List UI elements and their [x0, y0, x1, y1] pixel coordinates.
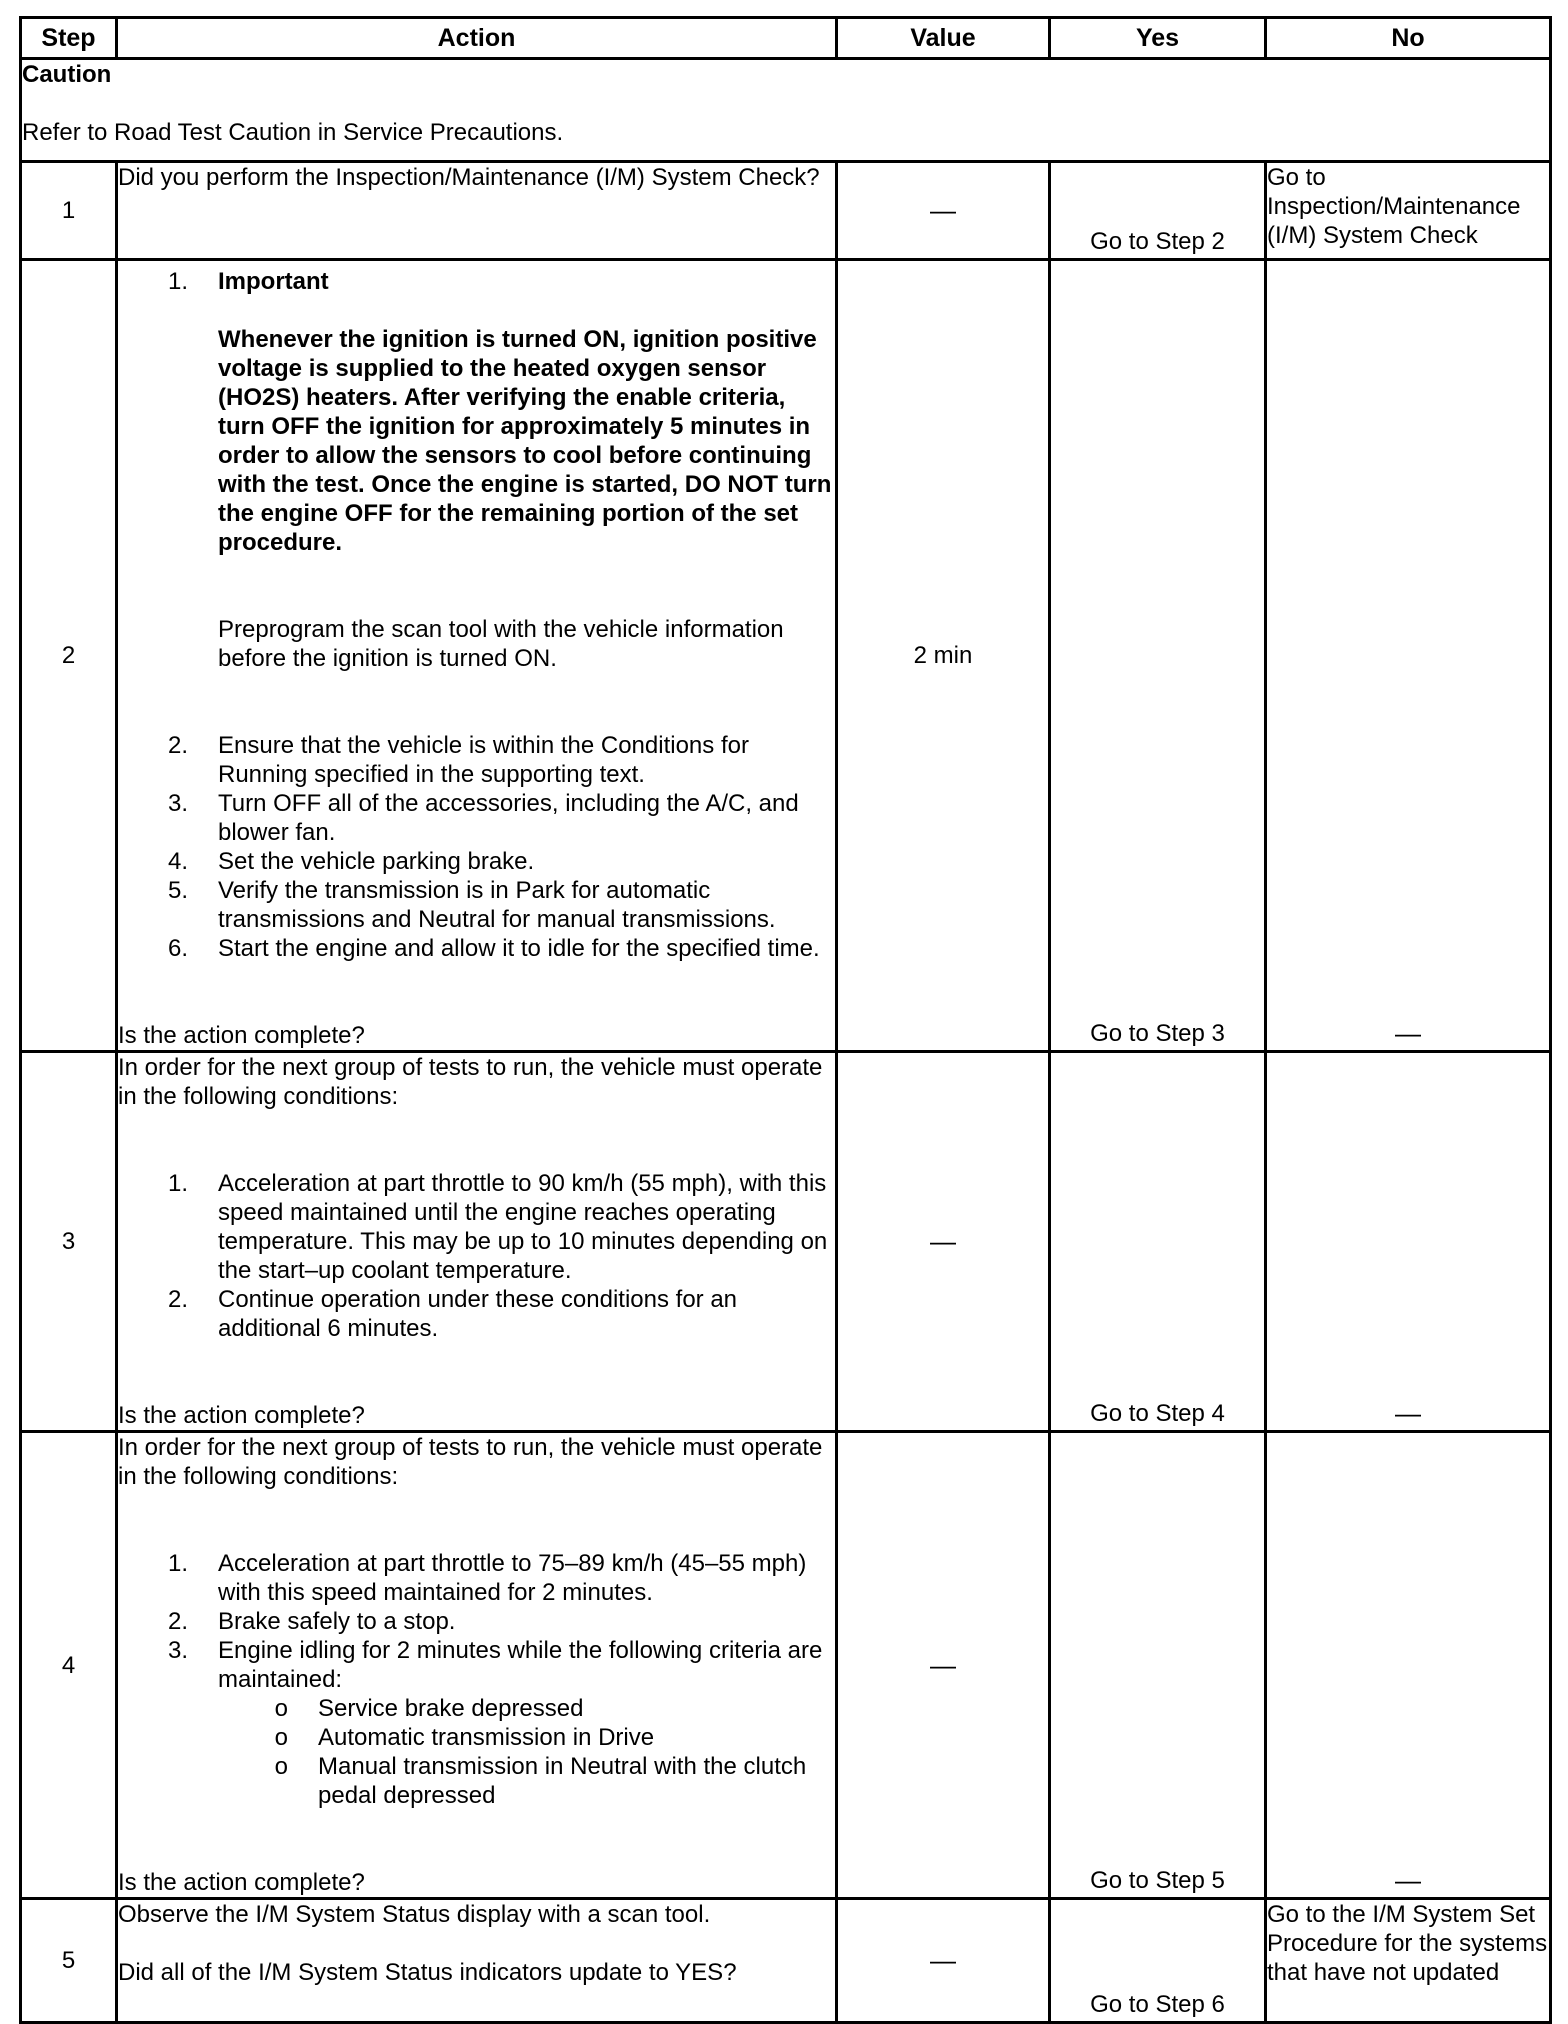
step-action: [117, 1052, 837, 1432]
table-row: [21, 1432, 1551, 1899]
action-intro: In order for the next group of tests to run, the vehicle must operate in the following conditions:: [118, 1054, 823, 1110]
item-text: Verify the transmission is in Park for automatic transmissions and Neutral for manual transmissions.: [218, 877, 776, 933]
item-number: 1.: [167, 1170, 188, 1197]
list-item: [118, 789, 835, 847]
action-text: Did you perform the Inspection/Maintenance (I/M) System Check?: [118, 164, 820, 191]
item-number: 1.: [167, 268, 188, 295]
header-action: Action: [117, 18, 837, 59]
step-no: [1266, 162, 1551, 260]
item-number: 2.: [167, 1608, 188, 1635]
no-value: —: [1395, 1865, 1421, 1895]
step-no: [1266, 260, 1551, 1052]
header-row: [21, 18, 1551, 59]
list-item: [118, 1285, 835, 1343]
step-value: —: [837, 1899, 1050, 2023]
step-no: [1266, 1899, 1551, 2023]
yes-link[interactable]: Go to Step 6: [1090, 1991, 1225, 2018]
item-number: 5.: [167, 877, 188, 904]
list-item: [118, 1607, 835, 1636]
yes-link[interactable]: Go to Step 3: [1090, 1020, 1225, 1047]
diagnostic-procedure-table: [19, 16, 1552, 2024]
step-yes: [1050, 1052, 1266, 1432]
action-intro: In order for the next group of tests to run, the vehicle must operate in the following conditions:: [118, 1434, 823, 1490]
table-row: [21, 1899, 1551, 2023]
sub-item-text: Service brake depressed: [318, 1695, 584, 1722]
criteria-list: [218, 1694, 835, 1810]
step-yes: [1050, 1432, 1266, 1899]
item-text: Ensure that the vehicle is within the Conditions for Running specified in the supporting text.: [218, 732, 749, 788]
step-value: —: [837, 1432, 1050, 1899]
action-observe: Observe the I/M System Status display with a scan tool.: [118, 1901, 711, 1928]
caution-cell: [21, 59, 1551, 162]
yes-link[interactable]: Go to Step 5: [1090, 1867, 1225, 1894]
no-value: —: [1395, 1398, 1421, 1428]
item-text: Set the vehicle parking brake.: [218, 848, 535, 875]
item-number: 3.: [167, 1637, 188, 1664]
important-title: Important: [218, 268, 329, 295]
action-question: Is the action complete?: [118, 1022, 365, 1049]
caution-text: Refer to Road Test Caution in Service Precautions.: [22, 119, 564, 146]
list-item: [118, 267, 835, 731]
step-number: 5: [21, 1899, 117, 2023]
step-no: [1266, 1432, 1551, 1899]
yes-link[interactable]: Go to Step 4: [1090, 1400, 1225, 1427]
item-number: 2.: [167, 732, 188, 759]
item-number: 2.: [167, 1286, 188, 1313]
item-number: 4.: [167, 848, 188, 875]
action-question: Is the action complete?: [118, 1869, 365, 1896]
step-action: [117, 1899, 837, 2023]
item-number: 3.: [167, 790, 188, 817]
sub-list-item: [218, 1723, 835, 1752]
step-value: —: [837, 162, 1050, 260]
sub-list-item: [218, 1694, 835, 1723]
instruction-list: [118, 1169, 835, 1343]
step-number: 2: [21, 260, 117, 1052]
action-question: Is the action complete?: [118, 1402, 365, 1429]
sub-list-item: [218, 1752, 835, 1810]
list-item: [118, 876, 835, 934]
table-row: [21, 162, 1551, 260]
step-action: [117, 1432, 837, 1899]
step-number: 4: [21, 1432, 117, 1899]
item-text: Acceleration at part throttle to 90 km/h (55 mph), with this speed maintained until the engine reaches operating temperature. This may be up to 10 minutes depending on the start–up coolant temperature.: [218, 1170, 828, 1284]
important-text: Whenever the ignition is turned ON, ignition positive voltage is supplied to the heated oxygen sensor (HO2S) heaters. After verifying the enable criteria, turn OFF the ignition for approximately 5 minutes in order to allow the sensors to cool before continuing with the test. Once the engine is started, DO NOT turn the engine OFF for the remaining portion of the set procedure.: [218, 326, 832, 556]
step-action: [117, 260, 837, 1052]
instruction-list: [118, 267, 835, 963]
sub-item-text: Automatic transmission in Drive: [318, 1724, 655, 1751]
header-no: No: [1266, 18, 1551, 59]
no-link[interactable]: Go to the I/M System Set Procedure for the systems that have not updated: [1267, 1901, 1548, 1986]
sub-item-text: Manual transmission in Neutral with the clutch pedal depressed: [318, 1753, 807, 1809]
item-number: 1.: [167, 1550, 188, 1577]
yes-link[interactable]: Go to Step 2: [1090, 228, 1225, 255]
preprogram-text: Preprogram the scan tool with the vehicle information before the ignition is turned ON.: [218, 616, 784, 672]
table-row: [21, 260, 1551, 1052]
caution-title: Caution: [22, 61, 112, 88]
header-yes: Yes: [1050, 18, 1266, 59]
step-action: [117, 162, 837, 260]
list-item: [118, 1636, 835, 1810]
step-yes: [1050, 162, 1266, 260]
list-item: [118, 1549, 835, 1607]
step-yes: [1050, 1899, 1266, 2023]
item-text: Turn OFF all of the accessories, including the A/C, and blower fan.: [218, 790, 799, 846]
bullet-icon: o: [274, 1695, 288, 1722]
item-text: Start the engine and allow it to idle for the specified time.: [218, 935, 820, 962]
list-item: [118, 934, 835, 963]
bullet-icon: o: [274, 1724, 288, 1751]
item-text: Engine idling for 2 minutes while the following criteria are maintained:: [218, 1637, 823, 1693]
step-value: —: [837, 1052, 1050, 1432]
step-yes: [1050, 260, 1266, 1052]
item-text: Brake safely to a stop.: [218, 1608, 456, 1635]
list-item: [118, 1169, 835, 1285]
step-value: 2 min: [837, 260, 1050, 1052]
item-text: Acceleration at part throttle to 75–89 km/h (45–55 mph) with this speed maintained for 2 minutes.: [218, 1550, 807, 1606]
step-number: 1: [21, 162, 117, 260]
item-number: 6.: [167, 935, 188, 962]
step-no: [1266, 1052, 1551, 1432]
bullet-icon: o: [274, 1753, 288, 1780]
caution-row: [21, 59, 1551, 162]
header-step: Step: [21, 18, 117, 59]
list-item: [118, 847, 835, 876]
step-number: 3: [21, 1052, 117, 1432]
table-row: [21, 1052, 1551, 1432]
no-value: —: [1395, 1018, 1421, 1048]
list-item: [118, 731, 835, 789]
no-link[interactable]: Go to Inspection/Maintenance (I/M) System Check: [1267, 164, 1521, 249]
header-value: Value: [837, 18, 1050, 59]
item-text: Continue operation under these conditions for an additional 6 minutes.: [218, 1286, 738, 1342]
action-question: Did all of the I/M System Status indicators update to YES?: [118, 1959, 737, 1986]
instruction-list: [118, 1549, 835, 1810]
